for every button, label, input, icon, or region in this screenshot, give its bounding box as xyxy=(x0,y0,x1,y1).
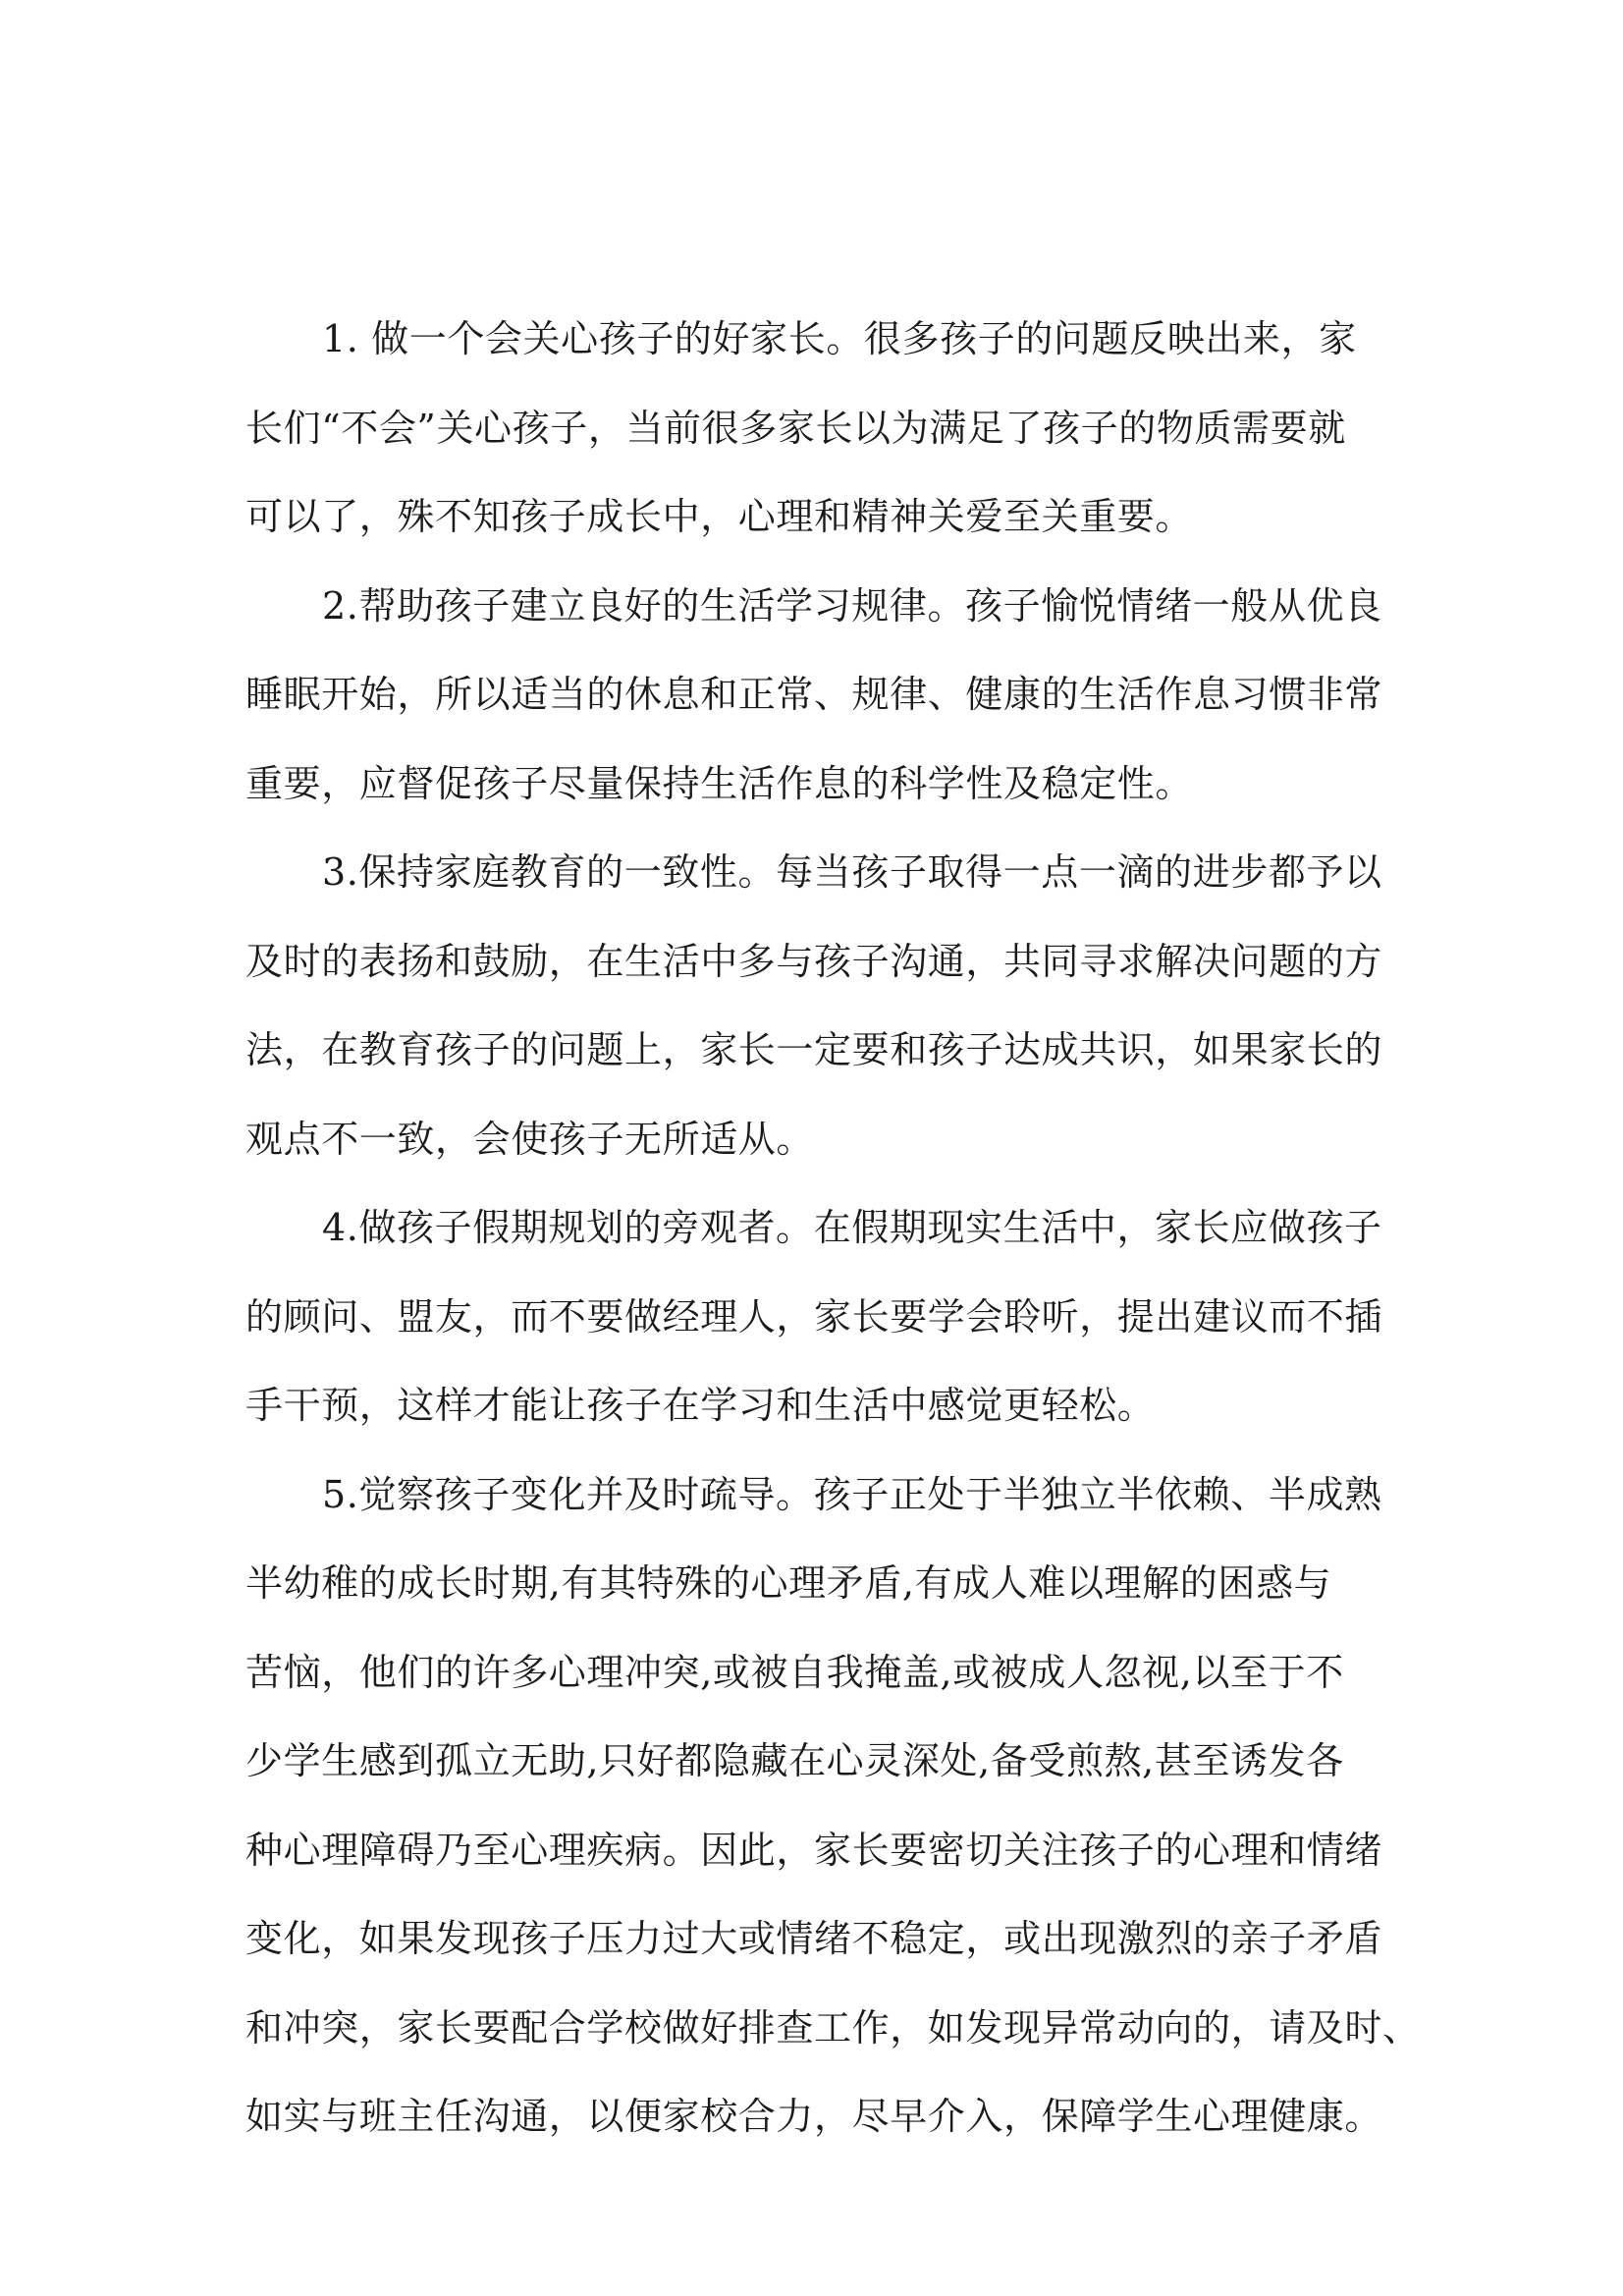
paragraph-line: 5.觉察孩子变化并及时疏导。孩子正处于半独立半依赖、半成熟 xyxy=(322,1472,1382,1516)
paragraph-line: 重要，应督促孩子尽量保持生活作息的科学性及稳定性。 xyxy=(245,761,1194,805)
paragraph-line: 及时的表扬和鼓励，在生活中多与孩子沟通，共同寻求解决问题的方 xyxy=(245,939,1383,983)
paragraph-4 xyxy=(245,1183,1394,1450)
paragraph-line: 4.做孩子假期规划的旁观者。在假期现实生活中，家长应做孩子 xyxy=(322,1206,1382,1249)
paragraph-2 xyxy=(245,562,1394,829)
document-body xyxy=(245,295,1421,2161)
paragraph-line: 长们“不会”关心孩子，当前很多家长以为满足了孩子的物质需要就 xyxy=(245,406,1346,450)
paragraph-5 xyxy=(245,1450,1421,2161)
paragraph-line: 种心理障碍乃至心理疾病。因此，家长要密切关注孩子的心理和情绪 xyxy=(245,1828,1383,1872)
paragraph-line: 3.保持家庭教育的一致性。每当孩子取得一点一滴的进步都予以 xyxy=(322,850,1382,894)
paragraph-line: 手干预，这样才能让孩子在学习和生活中感觉更轻松。 xyxy=(245,1384,1156,1427)
paragraph-1 xyxy=(245,295,1394,562)
paragraph-line: 如实与班主任沟通，以便家校合力，尽早介入，保障学生心理健康。 xyxy=(245,2095,1383,2138)
paragraph-line: 半幼稚的成长时期,有其特殊的心理矛盾,有成人难以理解的困惑与 xyxy=(245,1561,1332,1605)
paragraph-line: 睡眠开始，所以适当的休息和正常、规律、健康的生活作息习惯非常 xyxy=(245,673,1383,716)
paragraph-line: 观点不一致，会使孩子无所适从。 xyxy=(245,1117,815,1161)
paragraph-3 xyxy=(245,828,1394,1183)
paragraph-line: 和冲突，家长要配合学校做好排查工作，如发现异常动向的，请及时、 xyxy=(245,2005,1421,2050)
paragraph-line: 苦恼，他们的许多心理冲突,或被自我掩盖,或被成人忽视,以至于不 xyxy=(245,1650,1344,1694)
paragraph-line: 1. 做一个会关心孩子的好家长。很多孩子的问题反映出来，家 xyxy=(322,317,1357,360)
paragraph-line: 变化，如果发现孩子压力过大或情绪不稳定，或出现激烈的亲子矛盾 xyxy=(245,1917,1383,1960)
paragraph-line: 少学生感到孤立无助,只好都隐藏在心灵深处,备受煎熬,甚至诱发各 xyxy=(245,1739,1344,1782)
paragraph-line: 法，在教育孩子的问题上，家长一定要和孩子达成共识，如果家长的 xyxy=(245,1028,1383,1071)
paragraph-line: 2.帮助孩子建立良好的生活学习规律。孩子愉悦情绪一般从优良 xyxy=(322,583,1382,628)
paragraph-line: 的顾问、盟友，而不要做经理人，家长要学会聆听，提出建议而不插 xyxy=(245,1294,1383,1339)
paragraph-line: 可以了，殊不知孩子成长中，心理和精神关爱至关重要。 xyxy=(245,495,1194,538)
